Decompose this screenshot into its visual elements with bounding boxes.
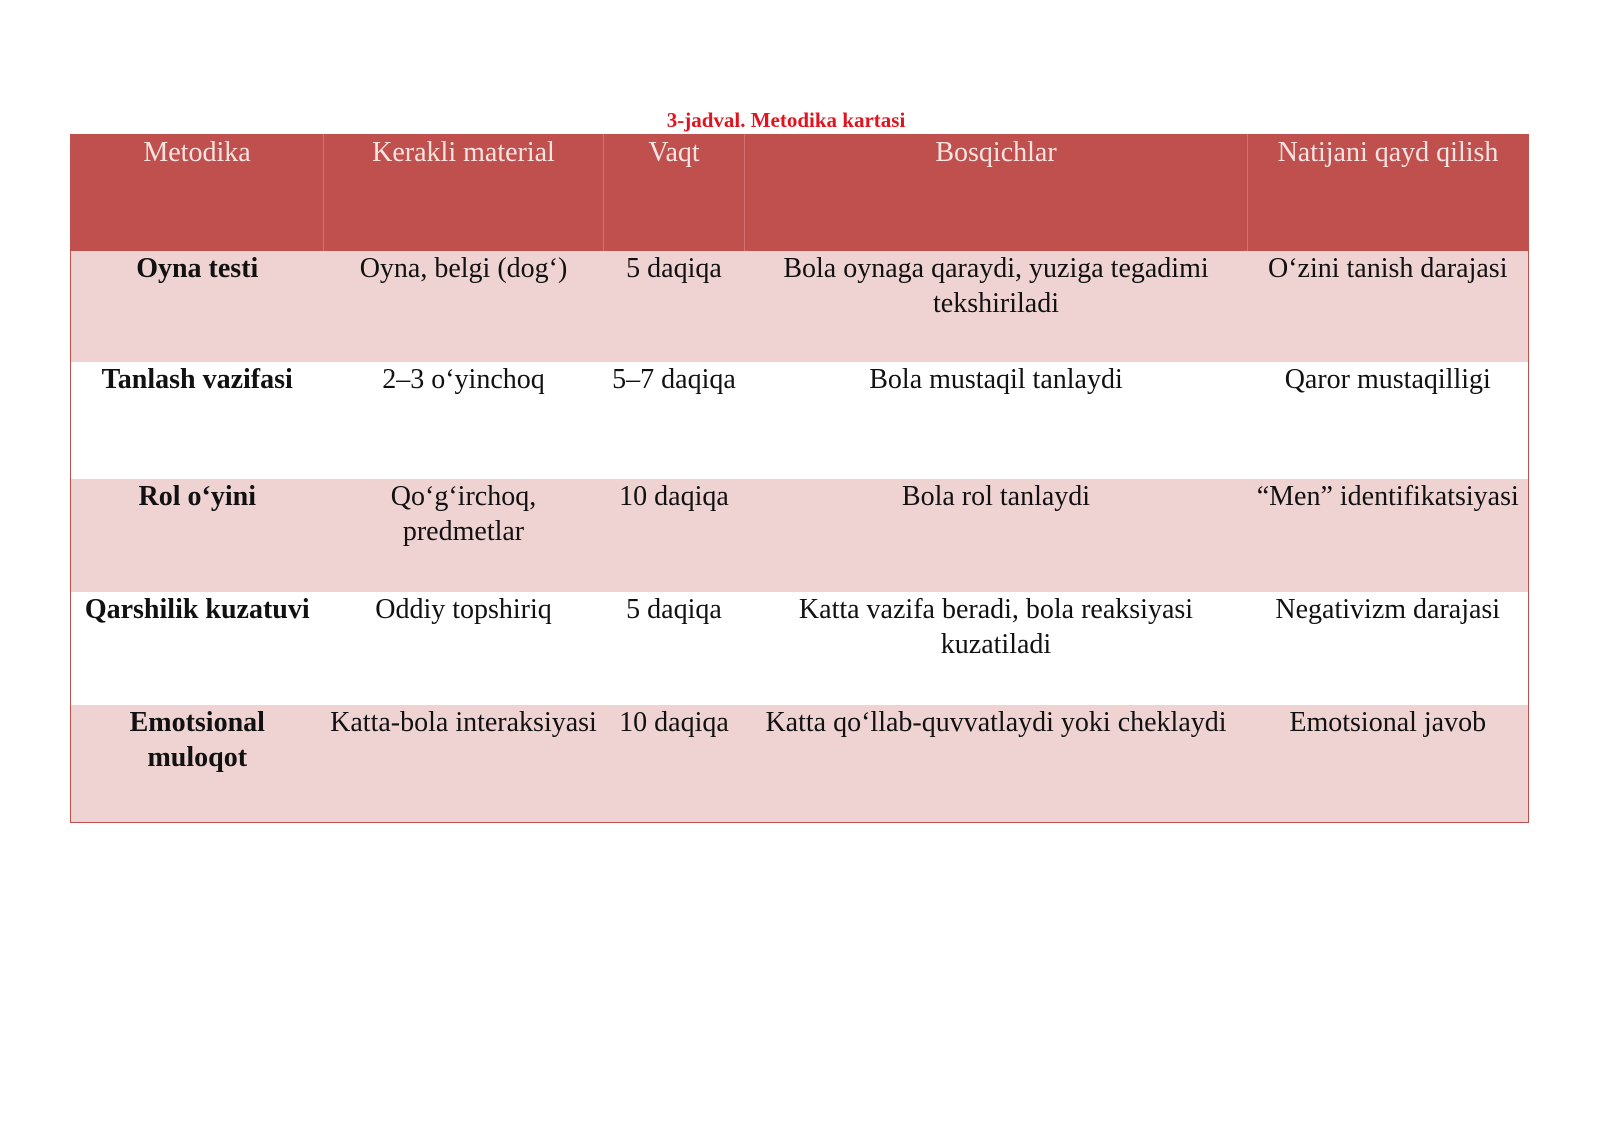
time-cell: 10 daqiqa <box>604 479 745 592</box>
method-name-cell: Emotsional muloqot <box>71 705 324 823</box>
method-name-cell: Qarshilik kuzatuvi <box>71 592 324 705</box>
table-row <box>71 251 1529 362</box>
time-cell: 5 daqiqa <box>604 251 745 362</box>
result-cell: “Men” identifikatsiyasi <box>1248 479 1529 592</box>
stages-cell: Bola mustaqil tanlaydi <box>745 362 1248 479</box>
table-row <box>71 592 1529 705</box>
header-cell-metodika: Metodika <box>71 135 324 251</box>
methodology-table <box>70 134 1529 823</box>
result-cell: Negativizm darajasi <box>1248 592 1529 705</box>
material-cell: 2–3 o‘yinchoq <box>324 362 604 479</box>
material-cell: Katta-bola interaksiyasi <box>324 705 604 823</box>
header-cell-vaqt: Vaqt <box>604 135 745 251</box>
method-name-cell: Tanlash vazifasi <box>71 362 324 479</box>
header-cell-natijani-qayd-qilish: Natijani qayd qilish <box>1248 135 1529 251</box>
table-caption: 3-jadval. Metodika kartasi <box>666 108 906 132</box>
material-cell: Oddiy topshiriq <box>324 592 604 705</box>
time-cell: 5–7 daqiqa <box>604 362 745 479</box>
method-name-cell: Rol o‘yini <box>71 479 324 592</box>
header-row <box>71 135 1529 251</box>
stages-cell: Katta vazifa beradi, bola reaksiyasi kuzatiladi <box>745 592 1248 705</box>
method-name-cell: Oyna testi <box>71 251 324 362</box>
result-cell: Emotsional javob <box>1248 705 1529 823</box>
stages-cell: Bola oynaga qaraydi, yuziga tegadimi tekshiriladi <box>745 251 1248 362</box>
time-cell: 5 daqiqa <box>604 592 745 705</box>
stages-cell: Katta qo‘llab-quvvatlaydi yoki cheklaydi <box>745 705 1248 823</box>
result-cell: O‘zini tanish darajasi <box>1248 251 1529 362</box>
time-cell: 10 daqiqa <box>604 705 745 823</box>
material-cell: Qo‘g‘irchoq, predmetlar <box>324 479 604 592</box>
material-cell: Oyna, belgi (dog‘) <box>324 251 604 362</box>
header-cell-bosqichlar: Bosqichlar <box>745 135 1248 251</box>
table-row <box>71 362 1529 479</box>
table-row <box>71 705 1529 823</box>
result-cell: Qaror mustaqilligi <box>1248 362 1529 479</box>
stages-cell: Bola rol tanlaydi <box>745 479 1248 592</box>
table-row <box>71 479 1529 592</box>
header-cell-kerakli-material: Kerakli material <box>324 135 604 251</box>
